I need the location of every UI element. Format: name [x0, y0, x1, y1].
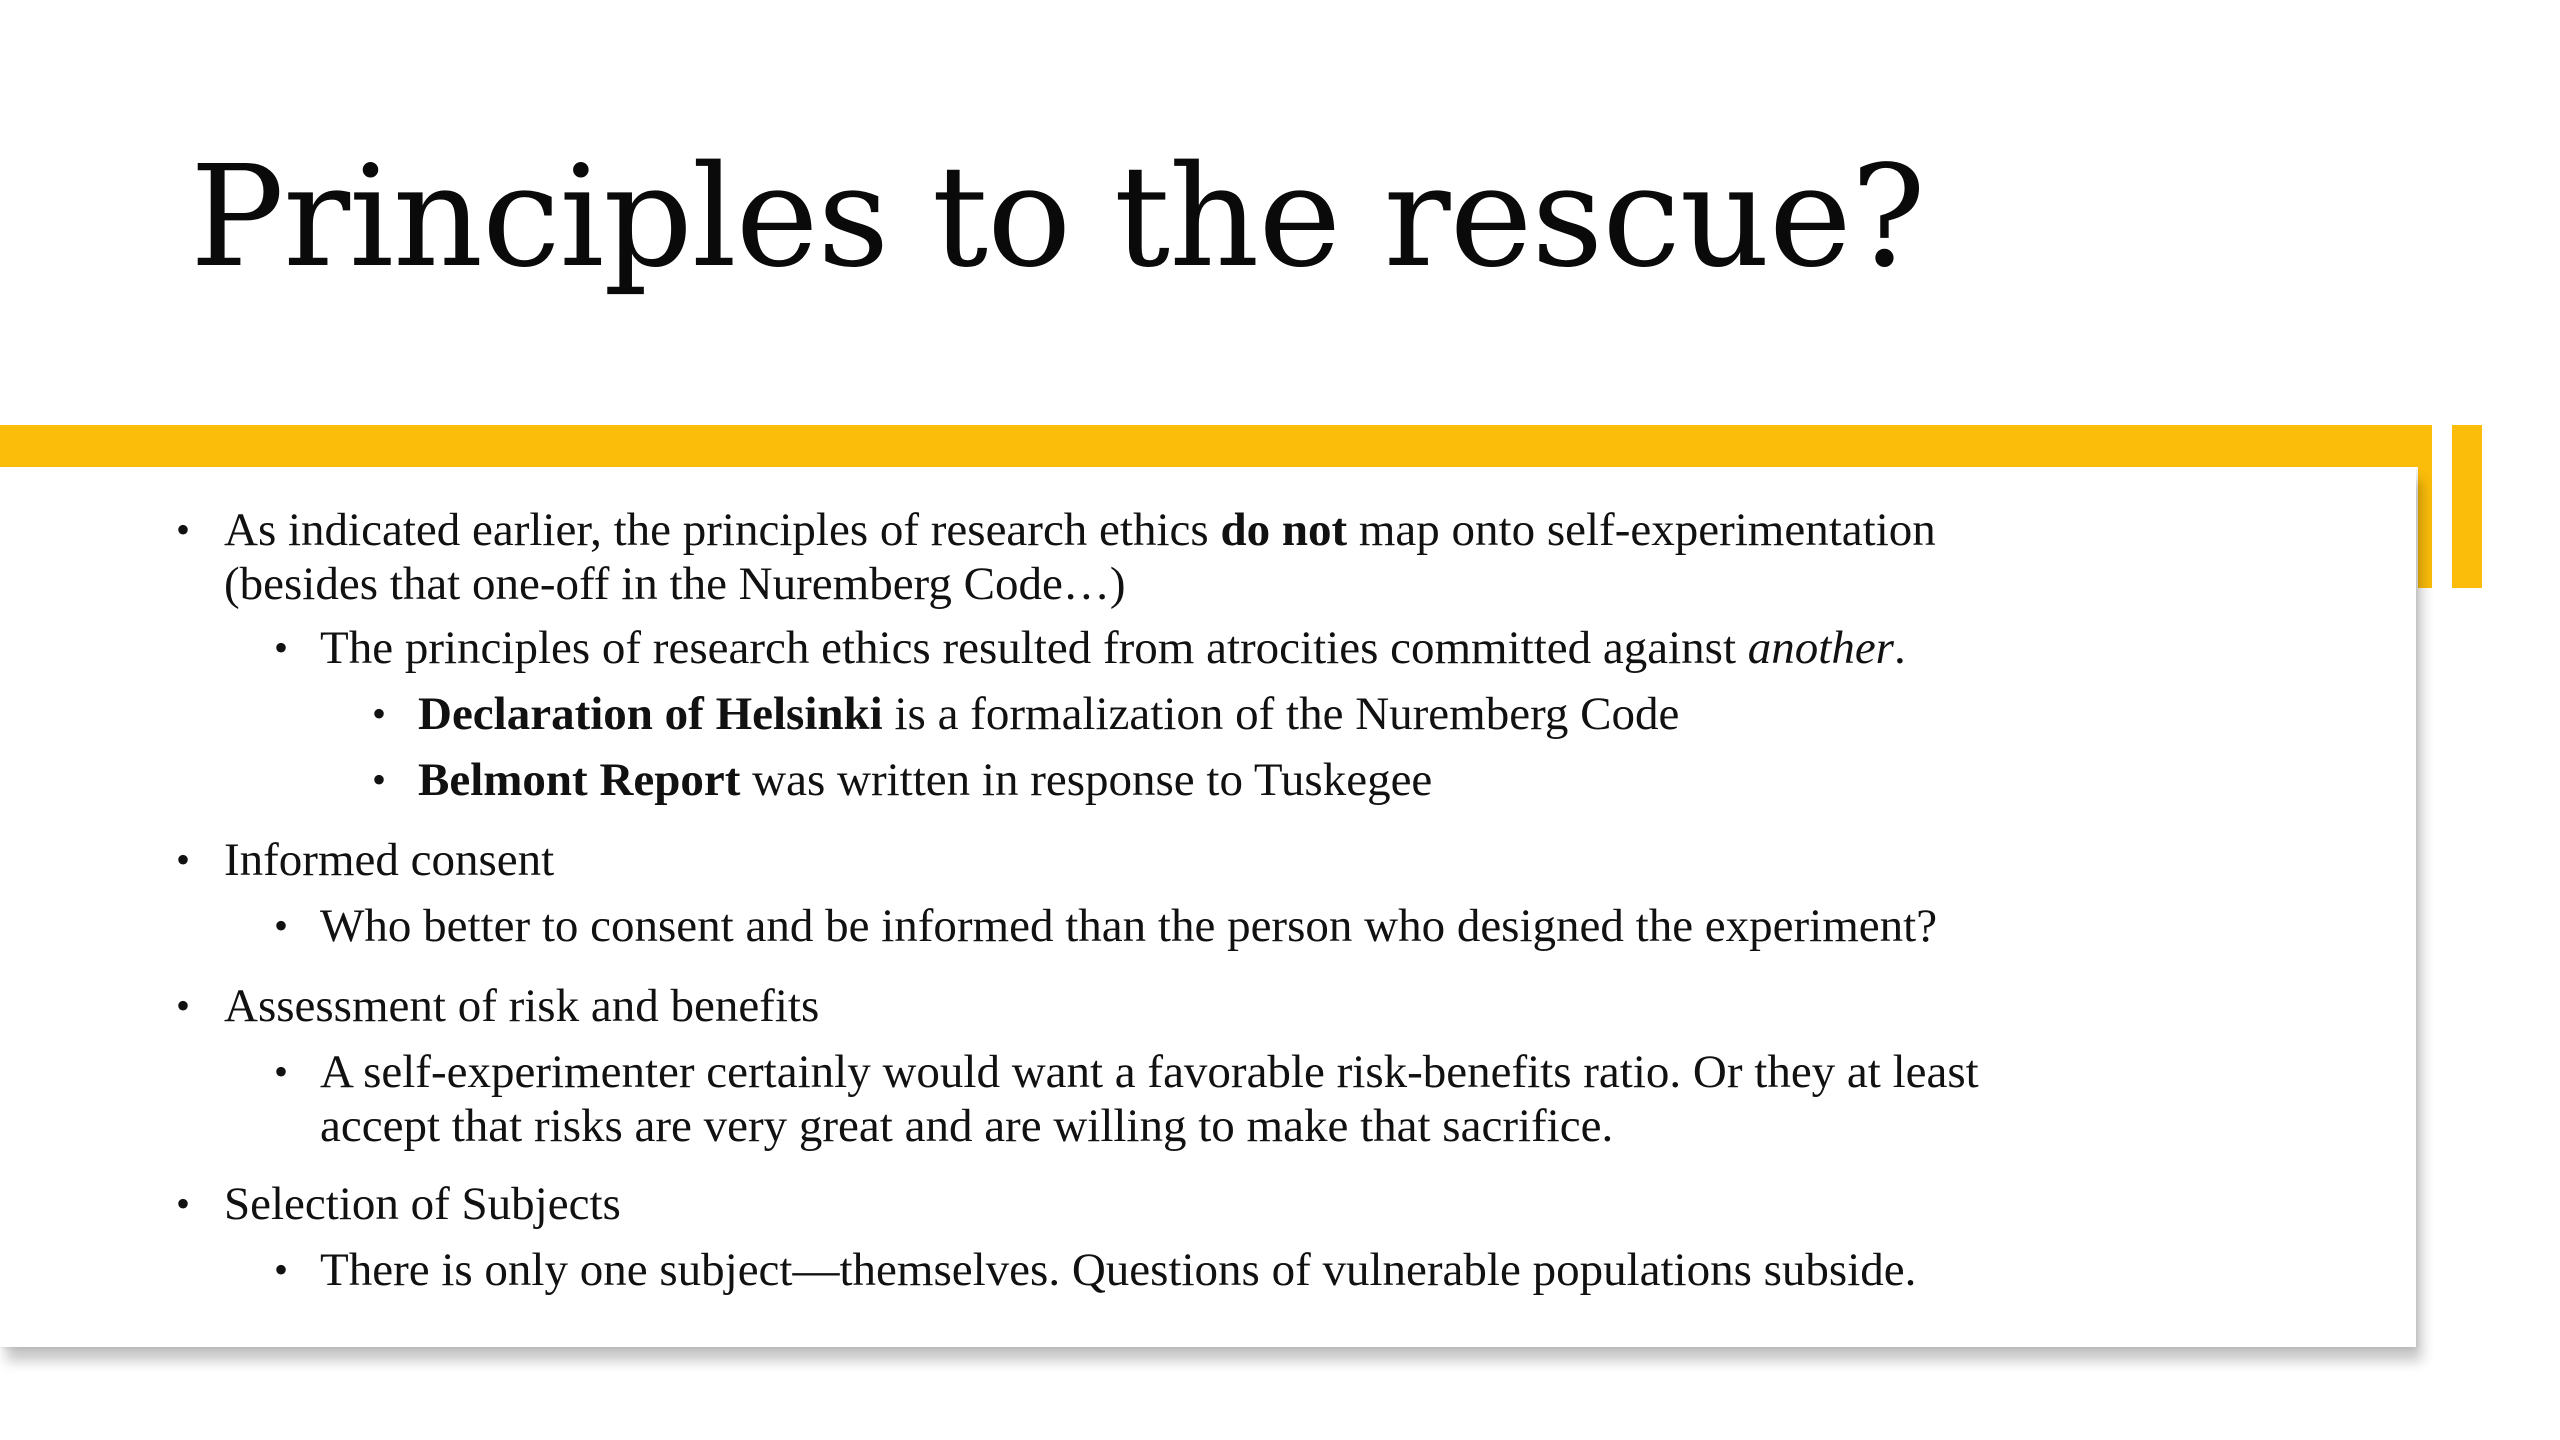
bullet-text-continued: accept that risks are very great and are willing to make that sacrifice. — [320, 1100, 1614, 1152]
slide-title: Principles to the rescue? — [190, 136, 1925, 299]
bullet-dot: • — [372, 757, 387, 802]
bullet-who-better — [274, 899, 1938, 953]
accent-bar-vertical — [2418, 425, 2432, 588]
bullet-research-ethics — [176, 503, 1936, 611]
bullet-text: There is only one subject—themselves. Questions of vulnerable populations subside. — [320, 1244, 1917, 1296]
bullet-dot: • — [274, 903, 289, 948]
bullet-text: Selection of Subjects — [224, 1178, 621, 1230]
bullet-risk-benefits — [176, 979, 820, 1033]
bullet-text: Who better to consent and be informed than the person who designed the experiment? — [320, 900, 1938, 952]
bullet-selection-subjects — [176, 1177, 621, 1231]
bullet-text: As indicated earlier, the principles of research ethics — [224, 504, 1221, 556]
bullet-bold-text: do not — [1220, 504, 1348, 556]
bullet-text: is a formalization of the Nuremberg Code — [882, 688, 1680, 740]
bullet-one-subject — [274, 1243, 1917, 1297]
bullet-belmont-report — [372, 753, 1433, 807]
bullet-text: Informed consent — [224, 834, 555, 886]
bullet-dot: • — [176, 507, 191, 552]
bullet-self-experimenter — [274, 1045, 1979, 1153]
bullet-text: . — [1893, 622, 1906, 674]
bullet-dot: • — [176, 1181, 191, 1226]
bullet-text: A self-experimenter certainly would want a favorable risk-benefits ratio. Or they at least — [320, 1046, 1979, 1098]
bullet-bold-text: Declaration of Helsinki — [418, 688, 883, 740]
bullet-principles-atrocities — [274, 621, 1906, 675]
bullet-dot: • — [176, 837, 191, 882]
bullet-text: Assessment of risk and benefits — [224, 980, 820, 1032]
bullet-text-continued: (besides that one-off in the Nuremberg Code…) — [224, 558, 1126, 610]
bullet-dot: • — [176, 983, 191, 1028]
bullet-dot: • — [274, 1247, 289, 1292]
bullet-bold-text: Belmont Report — [418, 754, 741, 806]
bullet-informed-consent — [176, 833, 555, 887]
bullet-text: was written in response to Tuskegee — [740, 754, 1433, 806]
bullet-dot: • — [274, 625, 289, 670]
accent-bar-side — [2452, 425, 2482, 588]
content-panel — [0, 467, 2416, 1347]
bullet-dot: • — [372, 691, 387, 736]
bullet-dot: • — [274, 1049, 289, 1094]
bullet-declaration-helsinki — [372, 687, 1680, 741]
bullet-text: map onto self-experimentation — [1347, 504, 1936, 556]
accent-bar-horizontal — [0, 425, 2432, 467]
bullet-text: The principles of research ethics resulted from atrocities committed against — [320, 622, 1748, 674]
bullet-italic-text: another — [1747, 622, 1894, 674]
